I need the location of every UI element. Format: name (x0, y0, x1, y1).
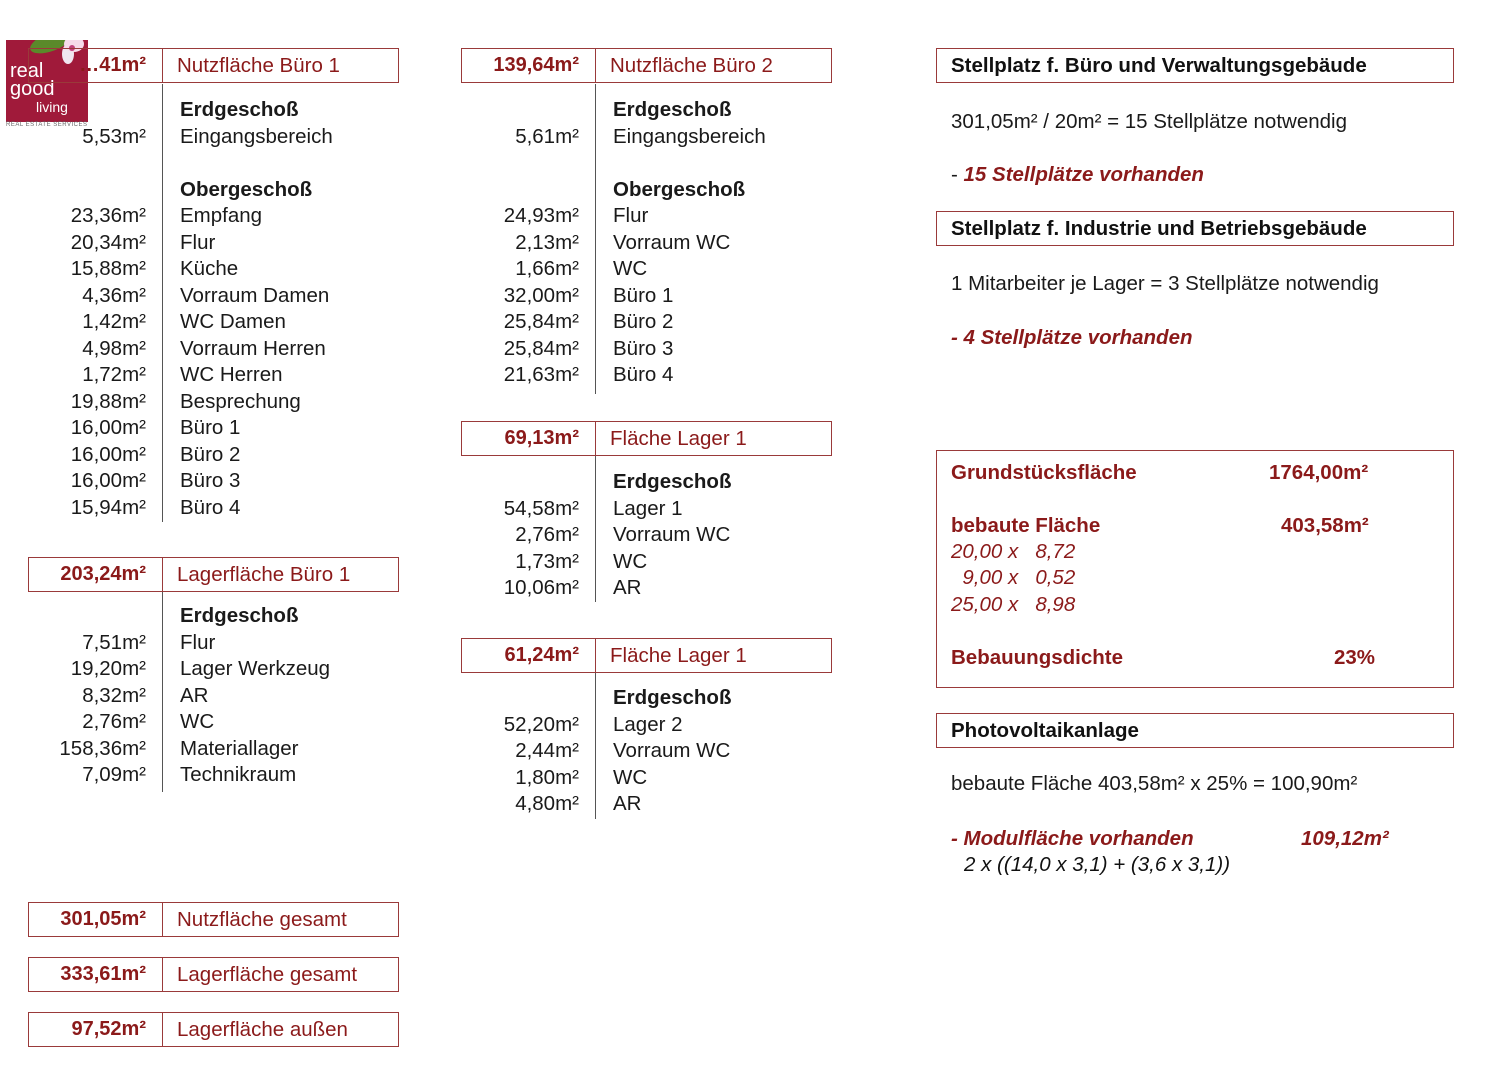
photovoltaik-box (936, 713, 1454, 748)
room-name: Eingangsbereich (180, 124, 333, 148)
grundstuecksflaeche-value: 1764,00m² (1269, 461, 1369, 484)
area-value: 2,13m² (515, 230, 579, 254)
room-name: Lager 1 (613, 496, 683, 520)
area-value: 4,98m² (82, 336, 146, 360)
area-value: 1,72m² (82, 363, 146, 386)
list-item (0, 603, 440, 629)
bebaute-flaeche-label: bebaute Fläche (951, 514, 1101, 537)
room-name: Vorraum Herren (180, 336, 326, 360)
lagerflaeche-gesamt-value: 333,61m² (29, 958, 163, 991)
list-item (433, 712, 873, 738)
area-value: 52,20m² (503, 712, 579, 736)
list-item (433, 230, 873, 256)
room-name: Lager Werkzeug (180, 657, 331, 680)
bebauungsdichte-value: 23% (1334, 646, 1376, 669)
area-value: 2,76m² (82, 710, 146, 733)
calc-line: 25,00 x 8,98 (951, 593, 1076, 616)
list-item (433, 791, 873, 817)
area-value: 2,76m² (515, 523, 579, 546)
list-item (433, 575, 873, 601)
area-value: 19,88m² (70, 389, 146, 413)
area-value: 7,51m² (82, 630, 146, 654)
nutzflaeche-gesamt-box (28, 902, 399, 937)
list-item (433, 336, 873, 362)
logo-line-1: real (10, 60, 44, 82)
area-value: 1,80m² (515, 765, 579, 789)
room-name: Materiallager (180, 736, 299, 760)
area-value: 15,94m² (70, 495, 146, 519)
room-name: Flur (180, 630, 216, 654)
room-name: WC (613, 765, 648, 789)
modulflaeche-value: 109,12m² (1301, 827, 1389, 850)
room-name: Vorraum WC (613, 739, 731, 762)
modulflaeche-label: - Modulfläche vorhanden (951, 827, 1194, 850)
list-item (0, 336, 440, 362)
lagerflaeche-buero-1-label: Lagerfläche Büro 1 (177, 562, 351, 586)
list-item (433, 765, 873, 791)
nutzflaeche-buero-2-value: 139,64m² (462, 49, 596, 82)
list-item (433, 309, 873, 335)
list-item (433, 469, 873, 495)
room-name: Büro 3 (613, 336, 674, 360)
area-value: 20,34m² (70, 230, 146, 254)
room-name: Vorraum Damen (180, 283, 330, 307)
stellplatz-buero-available (951, 163, 1204, 187)
room-name: Büro 2 (180, 442, 241, 466)
room-name: Lager 2 (613, 712, 683, 736)
nutzflaeche-buero-1-value: …41m² (29, 49, 163, 82)
area-value: 1,66m² (515, 257, 579, 280)
room-name: Büro 2 (613, 310, 674, 333)
area-value: 24,93m² (503, 204, 579, 227)
modulflaeche-formula: 2 x ((14,0 x 3,1) + (3,6 x 3,1)) (964, 853, 1231, 876)
bebauungsdichte-label: Bebauungsdichte (951, 646, 1123, 669)
list-item (0, 762, 440, 788)
calc-line: 9,00 x 0,52 (951, 566, 1076, 589)
room-name: Eingangsbereich (613, 124, 766, 148)
area-value: 21,63m² (503, 363, 579, 386)
stellplatz-buero-box (936, 48, 1454, 83)
lagerflaeche-gesamt-box (28, 957, 399, 992)
room-name: WC Damen (180, 310, 286, 333)
list-item (0, 256, 440, 282)
list-item (433, 203, 873, 229)
area-value: 4,80m² (515, 792, 579, 815)
list-item (433, 177, 873, 203)
room-name: AR (613, 576, 642, 599)
area-value: 7,09m² (82, 763, 146, 786)
logo-subtitle: REAL ESTATE SERVICES (6, 122, 88, 128)
area-value: 10,06m² (503, 576, 579, 599)
nutzflaeche-buero-1-box (28, 48, 399, 83)
room-name: Besprechung (180, 389, 301, 413)
area-value: 32,00m² (503, 283, 579, 307)
list-item (0, 442, 440, 468)
lagerflaeche-buero-1-value: 203,24m² (29, 558, 163, 591)
stellplatz-industrie-title: Stellplatz f. Industrie und Betriebsgebäude (951, 216, 1367, 240)
flaeche-lager-2-box (461, 638, 832, 673)
floor-heading: Erdgeschoß (613, 686, 732, 709)
list-item (0, 656, 440, 682)
area-value: 5,53m² (82, 124, 146, 148)
list-item (0, 495, 440, 521)
list-item (0, 203, 440, 229)
area-value: 5,61m² (515, 124, 579, 148)
list-item (0, 230, 440, 256)
area-value: 25,84m² (503, 336, 579, 360)
stellplatz-industrie-available: - 4 Stellplätze vorhanden (951, 326, 1193, 349)
flaeche-lager-1-value: 69,13m² (462, 422, 596, 455)
list-item (0, 389, 440, 415)
grundstuecksflaeche-label: Grundstücksfläche (951, 461, 1137, 484)
room-name: Vorraum WC (613, 523, 731, 546)
list-item (0, 150, 440, 176)
floor-heading: Obergeschoß (613, 177, 746, 201)
list-item (433, 283, 873, 309)
floor-heading: Erdgeschoß (613, 470, 732, 493)
room-name: WC Herren (180, 363, 283, 386)
area-value: 2,44m² (515, 739, 579, 762)
area-value: 25,84m² (503, 310, 579, 333)
room-name: Büro 4 (180, 495, 241, 519)
flaeche-lager-1-box (461, 421, 832, 456)
list-item (0, 468, 440, 494)
area-value: 1,42m² (82, 310, 146, 333)
flaeche-lager-1-label: Fläche Lager 1 (610, 426, 747, 450)
lagerflaeche-aussen-box (28, 1012, 399, 1047)
list-item (0, 309, 440, 335)
logo-line-2: good (10, 78, 55, 100)
area-value: 15,88m² (70, 257, 146, 280)
room-name: Büro 1 (613, 283, 674, 307)
list-item (433, 97, 873, 123)
list-item (433, 150, 873, 176)
list-item (433, 362, 873, 388)
nutzflaeche-buero-2-box (461, 48, 832, 83)
lagerflaeche-gesamt-label: Lagerfläche gesamt (177, 962, 358, 986)
list-item (0, 97, 440, 123)
list-item (0, 362, 440, 388)
lagerflaeche-aussen-value: 97,52m² (29, 1013, 163, 1046)
room-name: Büro 1 (180, 416, 241, 439)
area-value: 16,00m² (70, 469, 146, 492)
area-value: 16,00m² (70, 416, 146, 439)
stellplatz-buero-title: Stellplatz f. Büro und Verwaltungsgebäude (951, 53, 1367, 77)
area-value: 23,36m² (70, 204, 146, 227)
room-name: Empfang (180, 204, 263, 227)
floor-heading: Obergeschoß (180, 177, 313, 201)
area-value: 158,36m² (59, 736, 146, 760)
list-item (0, 736, 440, 762)
room-name: WC (613, 549, 648, 573)
calc-line: 20,00 x 8,72 (951, 540, 1076, 563)
area-value: 16,00m² (70, 442, 146, 466)
photovoltaik-title: Photovoltaikanlage (951, 718, 1139, 742)
list-item (0, 415, 440, 441)
list-item (433, 685, 873, 711)
area-value: 8,32m² (82, 683, 146, 707)
nutzflaeche-gesamt-value: 301,05m² (29, 903, 163, 936)
area-value: 54,58m² (503, 496, 579, 520)
dash: - (951, 163, 964, 186)
list-item (433, 738, 873, 764)
stellplatz-industrie-box (936, 211, 1454, 246)
floor-heading: Erdgeschoß (613, 98, 732, 121)
room-name: Technikraum (180, 763, 297, 786)
list-item (0, 630, 440, 656)
bebaute-flaeche-value: 403,58m² (1281, 514, 1369, 537)
room-name: WC (180, 710, 215, 733)
area-value: 19,20m² (70, 657, 146, 680)
list-item (433, 549, 873, 575)
lagerflaeche-aussen-label: Lagerfläche außen (177, 1017, 348, 1041)
room-name: AR (613, 792, 642, 815)
flaeche-lager-2-label: Fläche Lager 1 (610, 643, 747, 667)
list-item (433, 496, 873, 522)
stellplatz-buero-calc: 301,05m² / 20m² = 15 Stellplätze notwendig (951, 110, 1347, 133)
floor-heading: Erdgeschoß (180, 98, 299, 121)
nutzflaeche-buero-1-label: Nutzfläche Büro 1 (177, 53, 340, 77)
area-value: 4,36m² (82, 283, 146, 307)
area-value: 1,73m² (515, 549, 579, 573)
room-name: Büro 3 (180, 469, 241, 492)
room-name: Vorraum WC (613, 230, 731, 254)
list-item (0, 124, 440, 150)
list-item (433, 256, 873, 282)
room-name: Küche (180, 257, 239, 280)
room-name: Büro 4 (613, 363, 674, 386)
list-item (0, 683, 440, 709)
nutzflaeche-buero-2-label: Nutzfläche Büro 2 (610, 53, 773, 77)
grundstueck-box (936, 450, 1454, 688)
lagerflaeche-buero-1-box (28, 557, 399, 592)
list-item (433, 522, 873, 548)
list-item (0, 283, 440, 309)
room-name: Flur (180, 230, 216, 254)
flaeche-lager-2-value: 61,24m² (462, 639, 596, 672)
logo-line-3: living (36, 99, 68, 115)
list-item (433, 124, 873, 150)
room-name: WC (613, 257, 648, 280)
floor-heading: Erdgeschoß (180, 604, 299, 627)
stellplatz-buero-available-text: 15 Stellplätze vorhanden (963, 163, 1204, 186)
room-name: Flur (613, 204, 649, 227)
stellplatz-industrie-calc: 1 Mitarbeiter je Lager = 3 Stellplätze notwendig (951, 272, 1379, 295)
room-name: AR (180, 683, 209, 707)
list-item (0, 709, 440, 735)
nutzflaeche-gesamt-label: Nutzfläche gesamt (177, 907, 347, 931)
photovoltaik-calc: bebaute Fläche 403,58m² x 25% = 100,90m² (951, 772, 1358, 795)
list-item (0, 177, 440, 203)
